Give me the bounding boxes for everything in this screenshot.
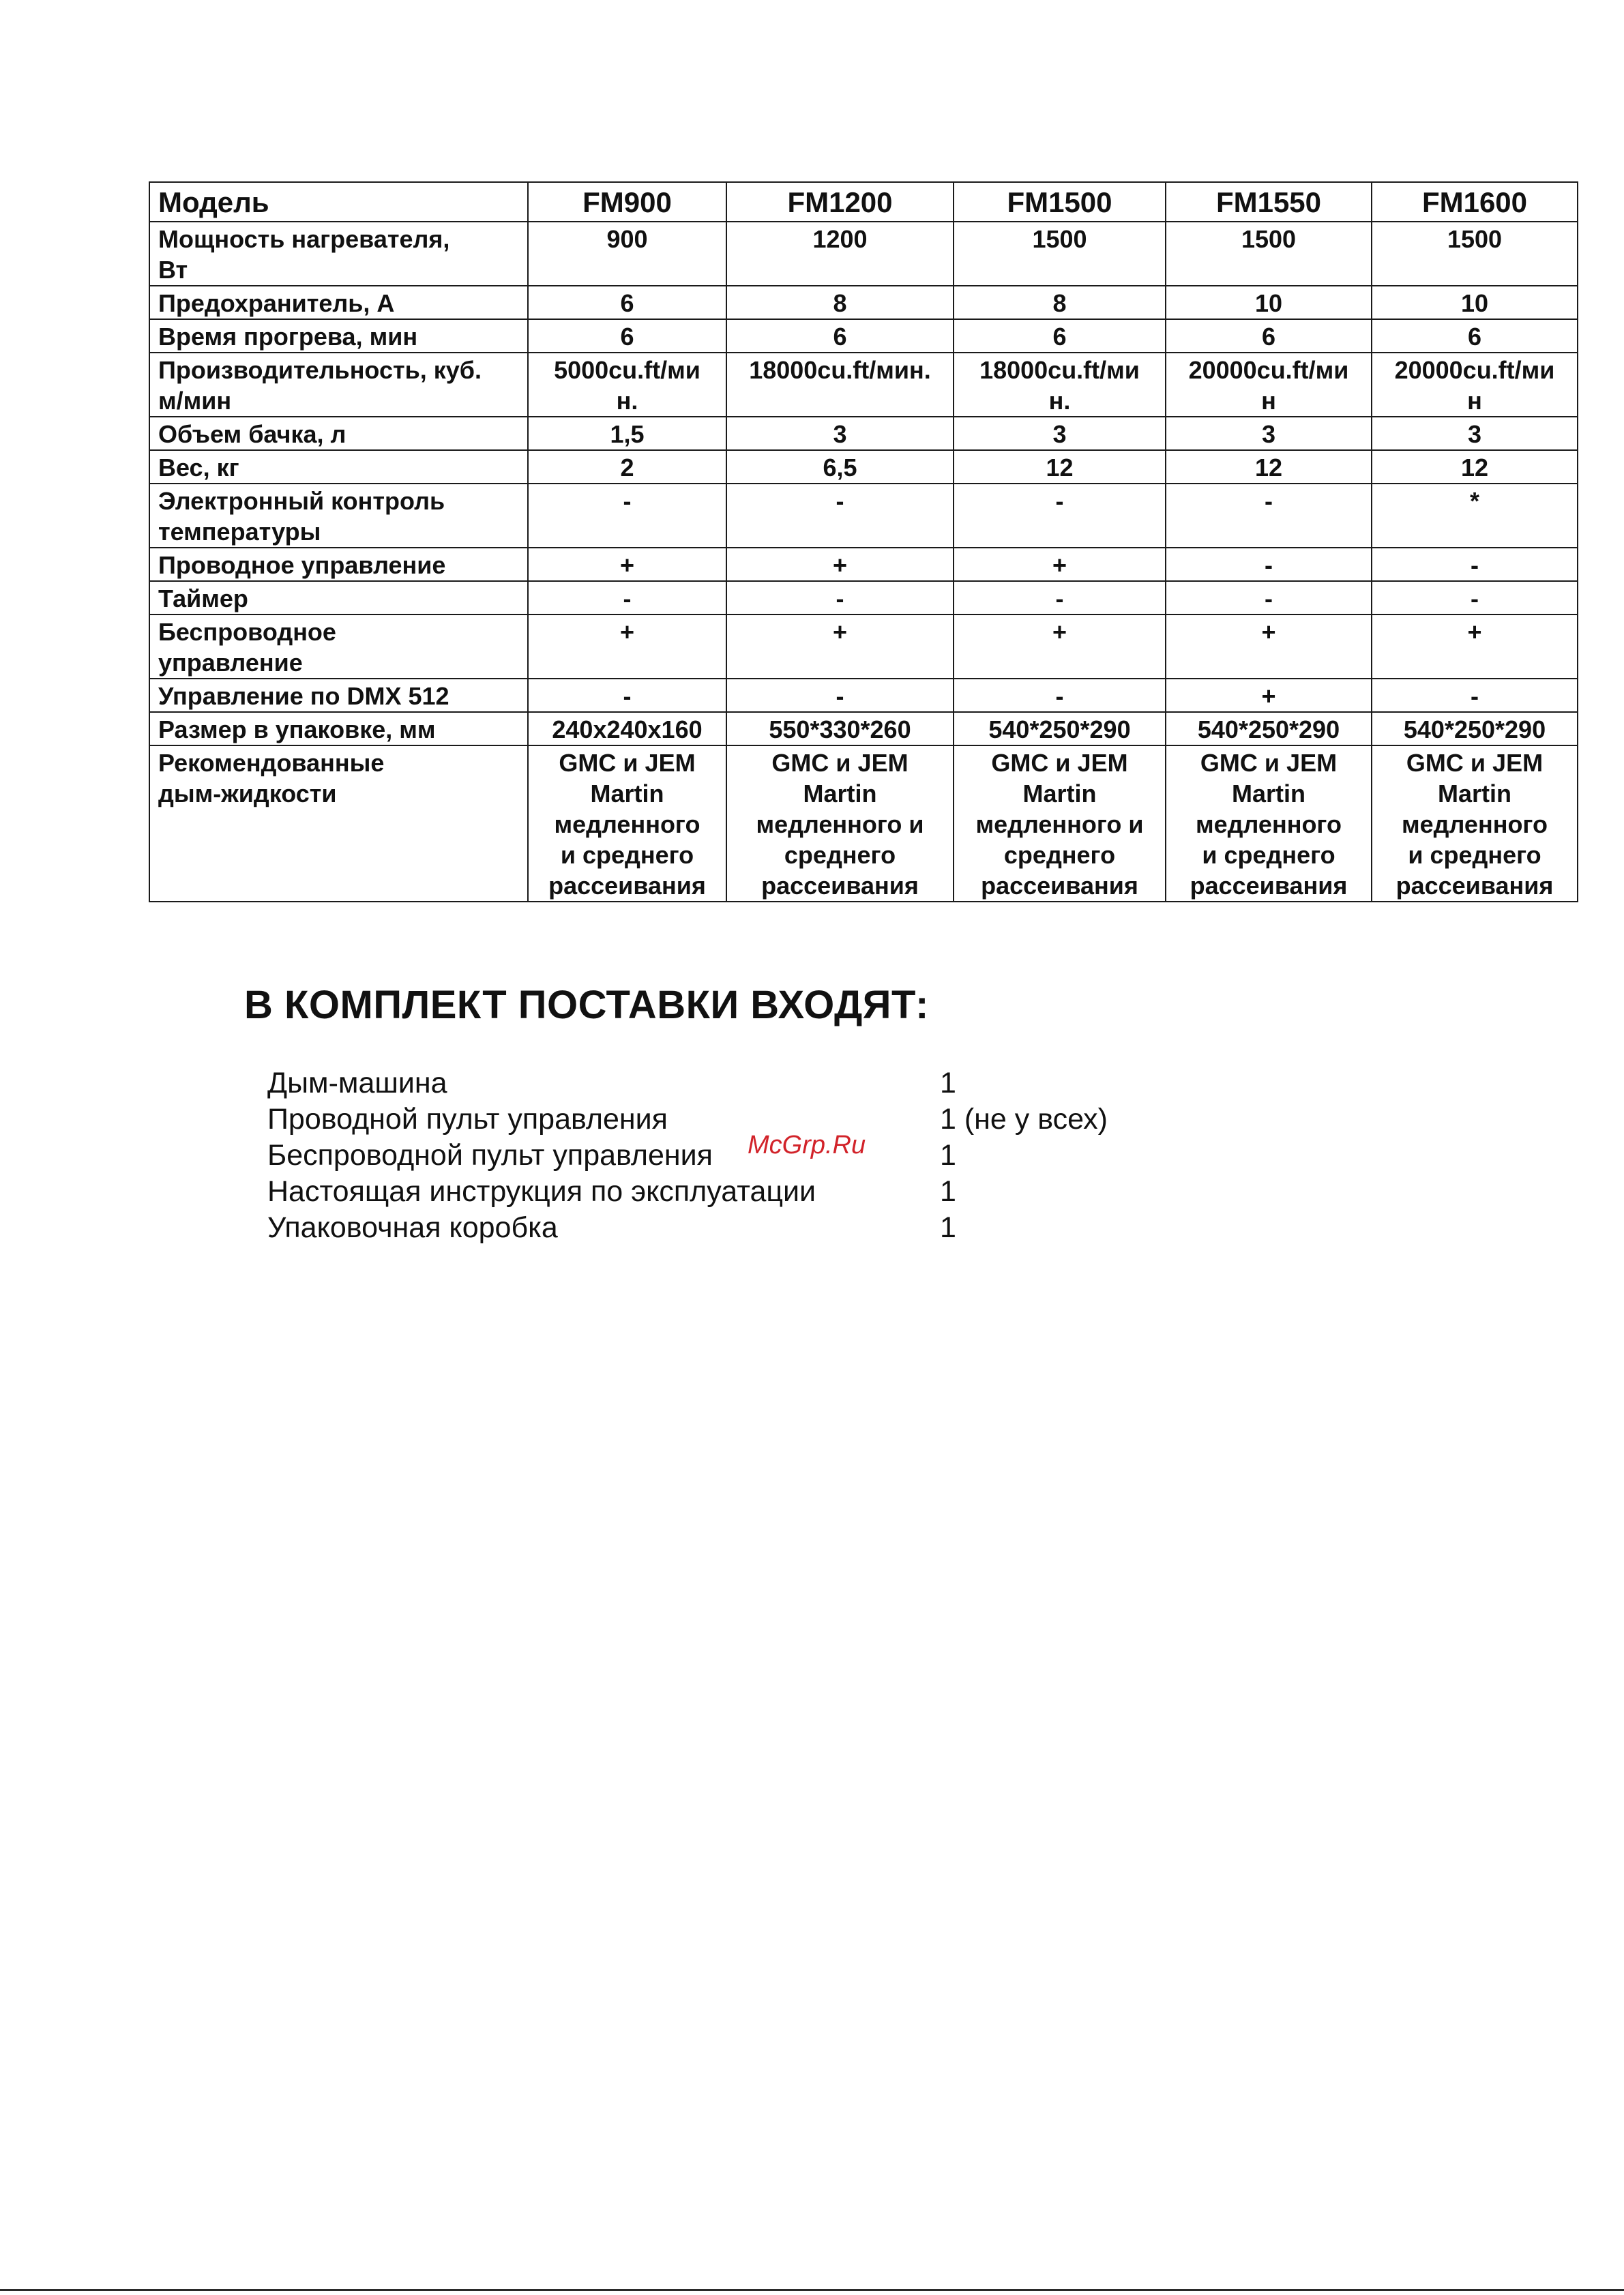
table-header-row [149, 182, 1578, 222]
table-cell: 540*250*290 [1372, 712, 1578, 745]
list-item [267, 1065, 1222, 1101]
table-cell: + [1166, 679, 1372, 712]
table-row [149, 581, 1578, 615]
table-cell: 240x240x160 [528, 712, 726, 745]
table-cell: 5000cu.ft/ми н. [528, 353, 726, 417]
kit-item-name: Дым-машина [267, 1067, 447, 1099]
kit-item-qty: 1 [940, 1067, 956, 1099]
header-cell: FM1200 [726, 182, 954, 222]
table-cell: 8 [726, 286, 954, 319]
table-cell: 1500 [1166, 222, 1372, 286]
watermark: McGrp.Ru [748, 1131, 866, 1159]
header-cell: Модель [149, 182, 528, 222]
row-label: Мощность нагревателя, Вт [149, 222, 528, 286]
table-cell: 3 [726, 417, 954, 450]
table-row [149, 484, 1578, 548]
table-cell: 1200 [726, 222, 954, 286]
header-cell: FM900 [528, 182, 726, 222]
table-cell: 1500 [1372, 222, 1578, 286]
header-cell: FM1500 [954, 182, 1166, 222]
table-row [149, 286, 1578, 319]
table-cell: - [1372, 581, 1578, 615]
kit-item-qty: 1 [940, 1175, 956, 1208]
table-row [149, 353, 1578, 417]
header-cell: FM1600 [1372, 182, 1578, 222]
kit-item-qty: 1 (не у всех) [940, 1103, 1108, 1136]
table-cell: - [1166, 484, 1372, 548]
table-cell: - [954, 581, 1166, 615]
table-cell: - [528, 484, 726, 548]
table-cell: 6 [954, 319, 1166, 353]
table-cell: - [528, 581, 726, 615]
table-cell: GMC и JEM Martin медленного и среднего рассеивания [528, 745, 726, 902]
table-cell: 540*250*290 [1166, 712, 1372, 745]
table-cell: 12 [1166, 450, 1372, 484]
kit-item-qty: 1 [940, 1211, 956, 1244]
table-cell: GMC и JEM Martin медленного и среднего рассеивания [1166, 745, 1372, 902]
table-cell: 1,5 [528, 417, 726, 450]
table-cell: + [726, 615, 954, 679]
table-cell: 20000cu.ft/ми н [1372, 353, 1578, 417]
kit-item-qty: 1 [940, 1139, 956, 1172]
table-cell: + [528, 548, 726, 581]
table-cell: GMC и JEM Martin медленного и среднего рассеивания [726, 745, 954, 902]
table-cell: 20000cu.ft/ми н [1166, 353, 1372, 417]
kit-item-name: Настоящая инструкция по эксплуатации [267, 1175, 816, 1208]
row-label: Управление по DMX 512 [149, 679, 528, 712]
table-row [149, 450, 1578, 484]
table-cell: 6 [528, 286, 726, 319]
header-cell: FM1550 [1166, 182, 1372, 222]
table-cell: 6 [1372, 319, 1578, 353]
table-cell: 3 [1372, 417, 1578, 450]
table-cell: 12 [1372, 450, 1578, 484]
row-label: Вес, кг [149, 450, 528, 484]
table-row [149, 615, 1578, 679]
table-cell: 3 [1166, 417, 1372, 450]
table-cell: 6,5 [726, 450, 954, 484]
table-row [149, 319, 1578, 353]
kit-item-name: Упаковочная коробка [267, 1211, 558, 1244]
kit-item-name: Беспроводной пульт управления [267, 1139, 713, 1172]
table-cell: - [1166, 548, 1372, 581]
table-row [149, 745, 1578, 902]
kit-list [267, 1065, 1222, 1246]
table-cell: 3 [954, 417, 1166, 450]
row-label: Размер в упаковке, мм [149, 712, 528, 745]
kit-title: В КОМПЛЕКТ ПОСТАВКИ ВХОДЯТ: [244, 983, 929, 1027]
table-cell: 10 [1372, 286, 1578, 319]
table-cell: 540*250*290 [954, 712, 1166, 745]
table-cell: 6 [1166, 319, 1372, 353]
table-cell: - [1372, 679, 1578, 712]
table-row [149, 712, 1578, 745]
table-cell: GMC и JEM Martin медленного и среднего рассеивания [954, 745, 1166, 902]
list-item [267, 1138, 1222, 1174]
table-cell: + [1166, 615, 1372, 679]
table-cell: 900 [528, 222, 726, 286]
row-label: Время прогрева, мин [149, 319, 528, 353]
row-label: Таймер [149, 581, 528, 615]
table-cell: - [1166, 581, 1372, 615]
table-row [149, 679, 1578, 712]
table-cell: + [954, 548, 1166, 581]
table-row [149, 222, 1578, 286]
table-cell: 6 [528, 319, 726, 353]
table-row [149, 548, 1578, 581]
table-cell: - [1372, 548, 1578, 581]
table-cell: - [954, 484, 1166, 548]
table-cell: 2 [528, 450, 726, 484]
row-label: Объем бачка, л [149, 417, 528, 450]
table-cell: - [726, 679, 954, 712]
row-label: Предохранитель, А [149, 286, 528, 319]
table-cell: + [528, 615, 726, 679]
table-cell: 8 [954, 286, 1166, 319]
table-cell: 6 [726, 319, 954, 353]
table-cell: + [726, 548, 954, 581]
table-cell: + [1372, 615, 1578, 679]
row-label: Рекомендованные дым-жидкости [149, 745, 528, 902]
list-item [267, 1101, 1222, 1138]
table-cell: GMC и JEM Martin медленного и среднего рассеивания [1372, 745, 1578, 902]
table-cell: - [726, 581, 954, 615]
table-row [149, 417, 1578, 450]
row-label: Электронный контроль температуры [149, 484, 528, 548]
table-cell: 18000cu.ft/ми н. [954, 353, 1166, 417]
table-cell: - [528, 679, 726, 712]
spec-table [149, 181, 1578, 902]
table-cell: 10 [1166, 286, 1372, 319]
list-item [267, 1210, 1222, 1246]
bottom-divider [0, 2289, 1624, 2291]
row-label: Производительность, куб. м/мин [149, 353, 528, 417]
kit-item-name: Проводной пульт управления [267, 1103, 668, 1136]
list-item [267, 1174, 1222, 1210]
table-cell: + [954, 615, 1166, 679]
row-label: Беспроводное управление [149, 615, 528, 679]
row-label: Проводное управление [149, 548, 528, 581]
table-cell: 18000cu.ft/мин. [726, 353, 954, 417]
table-cell: 550*330*260 [726, 712, 954, 745]
table-cell: 12 [954, 450, 1166, 484]
table-cell: 1500 [954, 222, 1166, 286]
table-cell: - [726, 484, 954, 548]
table-cell: * [1372, 484, 1578, 548]
table-cell: - [954, 679, 1166, 712]
